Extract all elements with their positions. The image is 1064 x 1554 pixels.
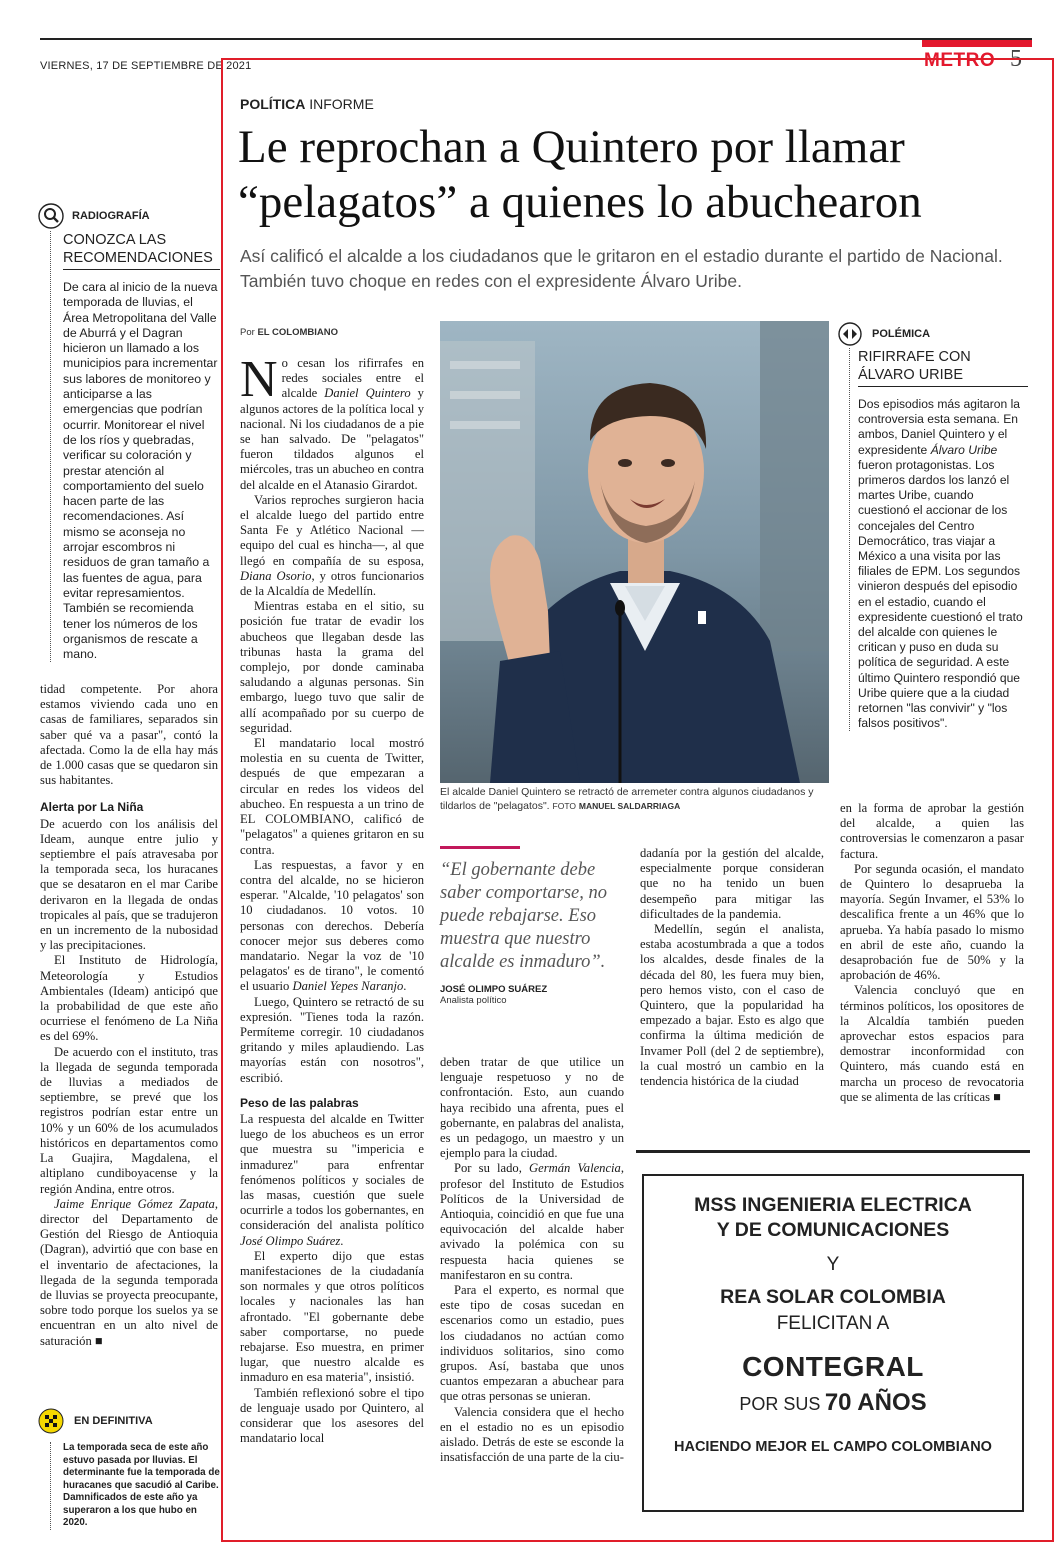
ad-text: POR SUS [739, 1394, 821, 1414]
article-column-2 [440, 1055, 624, 1465]
page-date: VIERNES, 17 DE SEPTIEMBRE DE 2021 [40, 60, 252, 72]
checker-icon [38, 1408, 64, 1434]
magnifier-icon [38, 203, 64, 229]
headline-line: “pelagatos” a quienes lo abuchearon [238, 176, 922, 228]
article-kicker [240, 96, 374, 112]
pullquote-role: Analista político [440, 995, 507, 1006]
en-definitiva-box [38, 1408, 220, 1530]
polemica-title-line: ÁLVARO URIBE [858, 367, 964, 383]
pullquote-text: “El gobernante debe saber comportarse, no puede rebajarse. Eso muestra que nuestro alcalde es inmaduro”. [440, 860, 608, 972]
person-name: Daniel Yepes Naranjo [292, 979, 404, 994]
ad-top-rule [636, 1150, 1030, 1153]
en-definitiva-body: La temporada seca de este año estuvo pasada por lluvias. El determinante fue la temporada de huracanes que sacudió al Caribe. Damnificados de este año ya superaron a los que hubo en 2020. [50, 1442, 220, 1530]
ad-slogan: HACIENDO MEJOR EL CAMPO COLOMBIANO [674, 1439, 992, 1455]
headline-line: Le reprochan a Quintero por llamar [238, 121, 905, 173]
ad-company: CONTEGRAL [742, 1351, 924, 1382]
sidebar-article-text [40, 682, 218, 1349]
text-run: Por su lado, [454, 1161, 530, 1176]
caption-text: El alcalde Daniel Quintero se retractó de arremeter contra algunos ciudadanos y tildarlos de "pelagatos". [440, 786, 814, 812]
article-column-3 [640, 846, 824, 1089]
pullquote [440, 846, 630, 1006]
byline-source: EL COLOMBIANO [257, 327, 339, 338]
radiografia-box [38, 203, 220, 662]
polemica-box [838, 322, 1028, 731]
person-name: José Olimpo Suárez [240, 1233, 341, 1248]
text-run: Dos episodios más agitaron la controversia esta semana. En ambos, Daniel Quintero y el expresidente [858, 397, 1021, 457]
byline-prefix: Por [240, 327, 255, 338]
article-paragraph: deben tratar de que utilice un lenguaje respetuoso y no de confrontación. Esto, aun cuando haya recibido una afrenta, pues el gobernante, en palabras del analista, es un pedagogo, un maestro y un ejemplo para la ciudad. [440, 1055, 624, 1161]
section-name: METRO [924, 50, 996, 71]
radiografia-body: De cara al inicio de la nueva temporada de lluvias, el Área Metropolitana del Valle de Aburrá y el Dagran hicieron un llamado a los municipios para incrementar sus labores de monitoreo y anticiparse a las emergencias que podrían ocurrir. Monitorear el nivel de los ríos y quebradas, verificar su coloración y prestar atención al comportamiento del suelo hacen parte de las recomendaciones. Así mismo se aconseja no arrojar escombros ni residuos de gran tamaño a las fuentes de agua, para evitar represamientos. También se recomienda tener los números de los organismos de rescate a mano. [63, 280, 218, 662]
article-photo [440, 321, 829, 783]
article-subhead: Peso de las palabras [240, 1095, 359, 1110]
article-paragraph [240, 858, 424, 995]
article-headline [238, 120, 1038, 230]
article-paragraph: Medellín, según el analista, estaba acostumbrada a que a todos los alcaldes, desde finales de la década del 80, les fuera muy bien, pero hemos visto, con el caso de Quintero, que la popularidad ha empezado a bajar. Esto es algo que confirma la última medición de Invamer Poll (del 2 de septiembre), la cual mostró un cambio en la tendencia histórica de la ciudad [640, 922, 824, 1089]
polemica-title-line: RIFIRRAFE CON [858, 349, 971, 365]
kicker-type: INFORME [309, 96, 374, 112]
text-run: Varios reproches surgieron hacia el alcalde luego del partido entre Santa Fe y Atlético Nacional —equipo del cual es hincha—, al que llegó en compañía de su esposa, [240, 492, 424, 568]
person-name: Jaime Enrique Gómez Zapata [54, 1196, 215, 1211]
text-run: , profesor del Instituto de Estudios Políticos de la Universidad de Antioquia, coincidió en que fue una equivocación del alcalde haber avivado la polémica con su respuesta hacia quienes se manifestaron en su contra. [440, 1161, 624, 1282]
article-column-4 [840, 801, 1024, 1105]
sidebar-paragraph [40, 1197, 218, 1349]
header-rule [40, 38, 1032, 40]
polemica-label: POLÉMICA [872, 328, 931, 340]
page-number: 5 [1010, 46, 1022, 72]
ad-line [644, 1389, 1022, 1417]
drop-cap: N [240, 351, 278, 408]
photo-caption [440, 786, 829, 813]
pullquote-author: JOSÉ OLIMPO SUÁREZ [440, 984, 548, 995]
byline [240, 327, 338, 338]
article-paragraph [440, 1161, 624, 1283]
article-paragraph: El experto dijo que estas manifestaciones de la ciudadanía son normales y que otros políticos locales y nacionales las han afrontado. "El gobernante debe saber comportarse, no puede rebajarse. Eso muestra, en primer lugar, que nuestro alcalde es inmaduro en esa materia", insistió. [240, 1248, 424, 1385]
article-column-1 [240, 351, 425, 1446]
article-paragraph [240, 351, 424, 493]
text-run: y algunos actores de la política local y nacional. Ni los ciudadanos de a pie se han salvado. De "pelagatos" fueron tildados algunos el miércoles, tras un abucheo en contra del alcalde en el Atanasio Girardot. [240, 386, 424, 492]
ad-line: Y [826, 1254, 840, 1275]
article-paragraph: Luego, Quintero se retractó de su expresión. "Tienes toda la razón. Permíteme corregir. 10 ciudadanos gritando y miles aplaudiendo. Las mayorías están con nosotros", escribió. [240, 994, 424, 1085]
radiografia-title: CONOZCA LAS RECOMENDACIONES [63, 231, 220, 270]
article-paragraph: También reflexionó sobre el tipo de lenguaje usado por Quintero, al considerar que los asesores del mandatario local [240, 1385, 424, 1446]
article-paragraph [240, 493, 424, 599]
sidebar-subhead: Alerta por La Niña [40, 800, 144, 815]
article-paragraph: Valencia considera que el hecho en el estadio no es un episodio aislado. Detrás de este se esconde la insatisfacción de una parte de la ciu- [440, 1404, 624, 1465]
ad-line: Y DE COMUNICACIONES [716, 1219, 950, 1241]
double-arrow-icon [838, 322, 862, 346]
text-run: fueron protagonistas. Los primeros dardos los lanzó el martes Uribe, cuando cuestionó el accionar de los concejales del Centro Democrático, tras viajar a México a una visita por las filiales de EPM. Los segundos vinieron después del episodio en el estadio, cuando el expresidente cuestionó el trato del alcalde con quienes le critican y puso en duda su política de seguridad. A este último Quintero respondió que Uribe quiere que a la ciudad retornen "las convivir" y "los falsos positivos". [858, 457, 1023, 731]
ad-line: MSS INGENIERIA ELECTRICA [694, 1194, 972, 1216]
person-name: Álvaro Uribe [930, 442, 998, 457]
article-paragraph [240, 1112, 424, 1249]
article-paragraph: dadanía por la gestión del alcalde, especialmente porque consideran que no ha tenido un buen desempeño para mitigar las dificultades de la pandemia. [640, 846, 824, 921]
article-paragraph: Por segunda ocasión, el mandato de Quintero lo desaprueba la mayoría. Según Invamer, el 53% lo descalifica frente a un 46% que lo aprueba. Ya había pasado lo mismo en abril de este año, cuando la desaprobación fue de 50% y la aprobación de 46%. [840, 861, 1024, 983]
ad-text: 70 AÑOS [824, 1389, 927, 1416]
photo-credit-label: FOTO [552, 800, 576, 811]
photo-credit-name: MANUEL SALDARRIAGA [578, 800, 681, 811]
article-paragraph: Mientras estaba en el sitio, su posición fue tratar de evadir los abucheos que llegaban desde las tribunas hasta la grama del complejo, por donde caminaba saludando a algunas personas. Sin embargo, luego tuvo que salir de allí acompañado por su cuerpo de seguridad. [240, 599, 424, 735]
radiografia-label: RADIOGRAFÍA [72, 210, 150, 222]
advertisement-box [642, 1174, 1024, 1512]
article-paragraph: Para el experto, es normal que este tipo de cosas sucedan en escenarios como un estadio, pues los ciudadanos no actúan como individuos solitarios, sino como grupos. Así, bastaba que unos cuantos empezaran a abuchear para que otras personas se unieran. [440, 1283, 624, 1404]
text-run: . [340, 1233, 344, 1248]
polemica-title [858, 348, 1028, 387]
polemica-body [858, 397, 1028, 731]
text-run: La respuesta del alcalde en Twitter luego de los abucheos es un error que muestra su "impericia e inmadurez" para enfrentar fenómenos políticos y sociales de las masas, cuestión que suele ocurrirle a todos los gobernantes, en consideración del analista político [240, 1111, 424, 1233]
sidebar-paragraph: De acuerdo con el instituto, tras la llegada de segunda temporada de lluvias a mediados de septiembre, se prevé que los registros podrían estar entre un 10% y un 60% de los acumulados históricos en departamentos como La Guajira, Magdalena, el altiplano cundiboyacense y la región Andina, entre otros. [40, 1044, 218, 1196]
sidebar-paragraph: El Instituto de Hidrología, Meteorología y Estudios Ambientales (Ideam) anticipó que la probabilidad de que este año ocurriese el fenómeno de La Niña es del 69%. [40, 953, 218, 1044]
ad-line: FELICITAN A [776, 1313, 890, 1334]
sidebar-paragraph: De acuerdo con los análisis del Ideam, aunque entre julio y septiembre el país atravesaba por la temporada seca, los huracanes que se desataron en el mar Caribe derivaron en la llegada de ondas tropicales al país, que se tradujeron en un incremento de la nubosidad y las precipitaciones. [40, 816, 218, 953]
en-definitiva-label: EN DEFINITIVA [74, 1415, 153, 1427]
kicker-section: POLÍTICA [240, 96, 306, 112]
person-name: Daniel Quintero [324, 386, 411, 401]
text-run: . [403, 979, 407, 994]
article-paragraph: en la forma de aprobar la gestión del alcalde, a quien las controversias le comenzaron a pasar factura. [840, 801, 1024, 861]
ad-line: REA SOLAR COLOMBIA [720, 1286, 946, 1308]
text-run: Las respuestas, a favor y en contra del alcalde, no se hicieron esperar. "Alcalde, '10 pelagatos' son 10 ciudadanos. 10 votos. 10 personas con derechos. Debería conocer mejor sus deberes como mandatario. Negar la voz de '10 pelagatos' es de tirano", le comentó el usuario [240, 857, 424, 994]
text-run: o cesan los rifirrafes en redes sociales entre el alcalde [281, 356, 424, 401]
photo-illustration [440, 321, 829, 783]
article-paragraph: Valencia concluyó que en términos políticos, los opositores de la Alcaldía también pueden aprovechar estos espacios para demostrar inconformidad con Quintero, más cuando está en marcha un proceso de revocatoria que se alimenta de las críticas ■ [840, 983, 1024, 1104]
person-name: Diana Osorio [240, 568, 312, 583]
sidebar-paragraph-rest: , director del Departamento de Gestión del Riesgo de Antioquia (Dagran), advirtió que con base en el inventario de afectaciones, la llegada de la segunda temporada de lluvias se proyecta preocupante, sobre todo porque los suelos ya se encuentran en un alto nivel de saturación ■ [40, 1196, 218, 1348]
sidebar-paragraph: tidad competente. Por ahora estamos viviendo cada uno en casas de familiares, separados sin saber qué va a pasar", contó la afectada. Como la de ella hay más de 1.000 casas que se quedaron sin sus habitantes. [40, 682, 218, 788]
article-subtitle: Así calificó el alcalde a los ciudadanos que le gritaron en el estadio durante el partido de Nacional. También tuvo choque en redes con el expresidente Álvaro Uribe. [240, 246, 1003, 291]
text-run: , y otros funcionarios de la Alcaldía de Medellín. [240, 568, 425, 599]
pullquote-rule [440, 846, 520, 849]
article-paragraph: El mandatario local mostró molestia en su cuenta de Twitter, después de que empezaran a circular en redes los videos del abucheo. En respuesta a un trino de EL COLOMBIANO, calificó de "pelagatos" a quienes gritaron en su contra. [240, 736, 424, 857]
person-name: Germán Valencia [529, 1161, 621, 1176]
